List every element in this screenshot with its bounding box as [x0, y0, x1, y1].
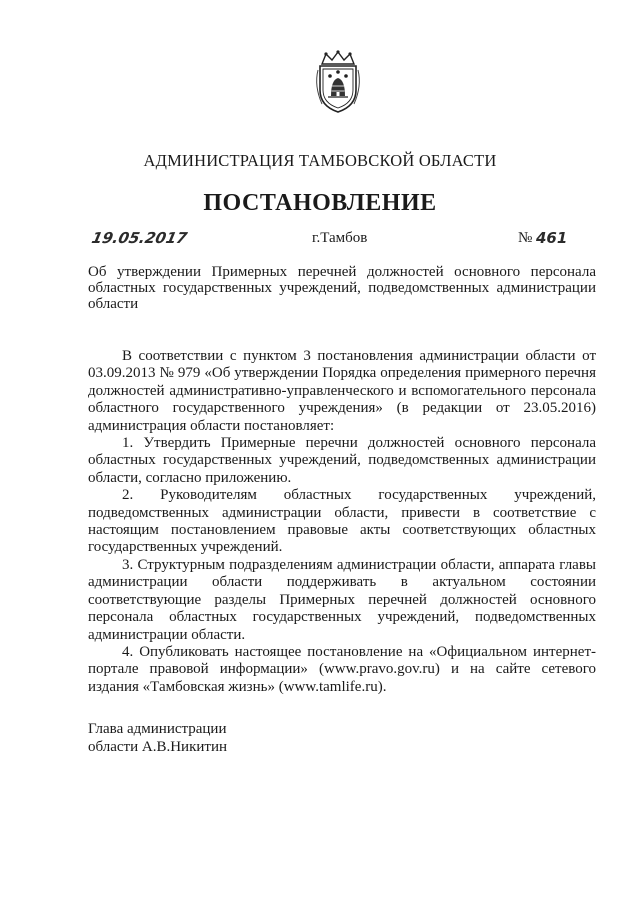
document-type-heading: ПОСТАНОВЛЕНИЕ [203, 190, 437, 216]
organization-title: АДМИНИСТРАЦИЯ ТАМБОВСКОЙ ОБЛАСТИ [143, 151, 497, 170]
signature-block [88, 720, 227, 756]
body-paragraph: 3. Структурным подразделениям администрации области, аппарата главы администрации области поддерживать в актуальном состоянии соответствующие разделы Примерных перечней должностей основного персонала областных государственных учреждений, подведомственных администрации области. [88, 556, 596, 643]
document-number-label: № [518, 230, 533, 246]
document-city: г.Тамбов [312, 230, 368, 246]
body-paragraph: В соответствии с пунктом 3 постановления администрации области от 03.09.2013 № 979 «Об утверждении Порядка определения примерного перечня должностей административно-управленческого и вспомогательного персонала областного государственного учреждения» (в редакции от 23.05.2016) администрация области постановляет: [88, 348, 596, 434]
body-paragraph: 4. Опубликовать настоящее постановление на «Официальном интернет-портале правовой информации» (www.pravo.gov.ru) и на сайте сетевого издания «Тамбовская жизнь» (www.tamlife.ru). [88, 643, 596, 695]
document-subject: Об утверждении Примерных перечней должностей основного персонала областных государственных учреждений, подведомственных администрации области [88, 264, 596, 312]
body-paragraph: 1. Утвердить Примерные перечни должностей основного персонала областных государственных учреждений, подведомственных администрации области, согласно приложению. [88, 435, 596, 486]
body-paragraph: 2. Руководителям областных государственных учреждений, подведомственных администрации области, привести в соответствие с настоящим постановлением правовые акты соответствующих областных государственных учреждений. [88, 487, 596, 556]
signature-name: области А.В.Никитин [88, 739, 228, 755]
tambov-coat-of-arms-icon [312, 50, 364, 114]
document-date: 19.05.2017 [90, 229, 189, 247]
document-number: 461 [536, 229, 568, 247]
document-body [88, 348, 596, 696]
signature-title: Глава администрации [88, 721, 227, 737]
